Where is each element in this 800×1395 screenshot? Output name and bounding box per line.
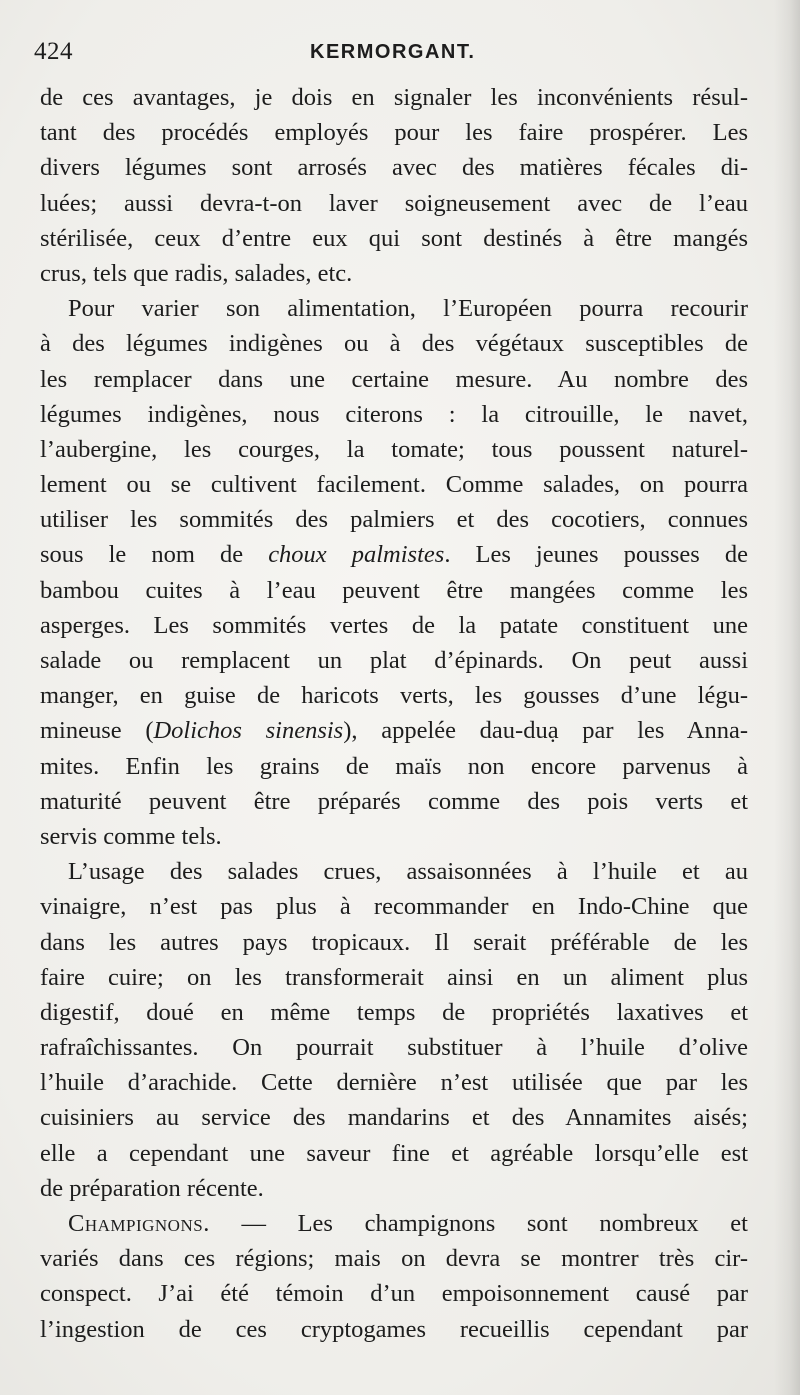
text-line	[40, 326, 748, 361]
text-segment: légumes indigènes, nous citerons : la citrouille, le navet,	[40, 400, 748, 428]
text-line	[40, 1241, 748, 1276]
page-number: 424	[34, 38, 73, 65]
text-segment: ), appelée dau-duạ par les Anna-	[343, 717, 748, 745]
text-line	[40, 854, 748, 889]
text-segment: L’usage des salades crues, assaisonnées à l’huile et au	[68, 858, 748, 886]
text-line	[40, 362, 748, 397]
text-line	[40, 573, 748, 608]
text-segment: luées; aussi devra-t-on laver soigneusement avec de l’eau	[40, 189, 748, 217]
text-segment: de ces avantages, je dois en signaler les inconvénients résul-	[40, 84, 748, 111]
body-text	[40, 80, 748, 1347]
text-line	[40, 1206, 748, 1241]
page-edge-shadow	[774, 0, 800, 1395]
text-segment: elle a cependant une saveur fine et agréable lorsqu’elle est	[40, 1139, 748, 1167]
text-line	[40, 1276, 748, 1311]
text-segment: stérilisée, ceux d’entre eux qui sont destinés à être mangés	[40, 224, 748, 252]
text-line	[40, 713, 748, 748]
text-segment: variés dans ces régions; mais on devra se montrer très cir-	[40, 1245, 748, 1273]
text-line	[40, 1136, 748, 1171]
text-segment: conspect. J’ai été témoin d’un empoisonnement causé par	[40, 1280, 748, 1308]
text-segment: tant des procédés employés pour les faire prospérer. Les	[40, 119, 748, 147]
text-segment: à des légumes indigènes ou à des végétaux susceptibles de	[40, 330, 748, 358]
page-header	[34, 38, 754, 78]
text-segment: vinaigre, n’est pas plus à recommander en Indo-Chine que	[40, 893, 748, 921]
text-segment: rafraîchissantes. On pourrait substituer à l’huile d’olive	[40, 1034, 748, 1062]
text-segment: les remplacer dans une certaine mesure. Au nombre des	[40, 365, 748, 393]
running-head: KERMORGANT.	[310, 41, 476, 63]
text-segment: Pour varier son alimentation, l’Européen pourra recourir	[68, 295, 748, 323]
text-segment: lement ou se cultivent facilement. Comme salades, on pourra	[40, 471, 748, 499]
italic-text: choux palmistes	[268, 541, 445, 569]
text-line	[40, 221, 748, 256]
text-segment: bambou cuites à l’eau peuvent être mangées comme les	[40, 576, 748, 604]
text-line	[40, 1312, 748, 1347]
text-segment: — Les champignons sont nombreux et	[209, 1210, 748, 1237]
text-segment: manger, en guise de haricots verts, les gousses d’une légu-	[40, 682, 748, 710]
text-segment: salade ou remplacent un plat d’épinards. On peut aussi	[40, 647, 748, 674]
text-segment: servis comme tels.	[40, 822, 222, 850]
text-segment: utiliser les sommités des palmiers et des cocotiers, connues	[40, 506, 748, 534]
text-segment: cuisiniers au service des mandarins et des Annamites aisés;	[40, 1104, 748, 1132]
text-segment: l’ingestion de ces cryptogames recueillis cependant par	[40, 1315, 748, 1343]
text-segment: divers légumes sont arrosés avec des matières fécales di-	[40, 154, 748, 182]
text-segment: dans les autres pays tropicaux. Il serait préférable de les	[40, 928, 748, 956]
text-line	[40, 995, 748, 1030]
text-line	[40, 502, 748, 537]
text-line	[40, 467, 748, 502]
text-segment: l’huile d’arachide. Cette dernière n’est utilisée que par les	[40, 1069, 748, 1097]
text-segment: mites. Enfin les grains de maïs non encore parvenus à	[40, 752, 748, 780]
text-line	[40, 643, 748, 678]
text-line	[40, 80, 748, 115]
text-line	[40, 749, 748, 784]
text-line	[40, 889, 748, 924]
text-line	[40, 291, 748, 326]
text-segment: . Les jeunes pousses de	[444, 541, 748, 569]
text-line	[40, 678, 748, 713]
text-segment: faire cuire; on les transformerait ainsi en un aliment plus	[40, 963, 748, 991]
text-line	[40, 608, 748, 643]
text-segment: de préparation récente.	[40, 1174, 264, 1202]
text-line	[40, 819, 748, 854]
text-segment: sous le nom de	[40, 541, 269, 569]
text-line	[40, 925, 748, 960]
text-line	[40, 115, 748, 150]
text-line	[40, 1100, 748, 1135]
italic-text: Dolichos sinensis	[153, 717, 344, 745]
text-line	[40, 186, 748, 221]
text-segment: asperges. Les sommités vertes de la patate constituent une	[40, 611, 748, 639]
text-line	[40, 537, 748, 572]
text-segment: l’aubergine, les courges, la tomate; tous poussent naturel-	[40, 435, 748, 463]
text-segment: crus, tels que radis, salades, etc.	[40, 259, 353, 287]
text-line	[40, 432, 748, 467]
text-line	[40, 397, 748, 432]
text-segment: maturité peuvent être préparés comme des pois verts et	[40, 787, 748, 815]
text-line	[40, 256, 748, 291]
text-line	[40, 1171, 748, 1206]
text-segment: mineuse (	[40, 717, 154, 745]
text-line	[40, 1030, 748, 1065]
section-heading: Champignons.	[68, 1210, 210, 1237]
text-line	[40, 784, 748, 819]
text-line	[40, 150, 748, 185]
text-line	[40, 960, 748, 995]
text-line	[40, 1065, 748, 1100]
text-segment: digestif, doué en même temps de propriétés laxatives et	[40, 998, 748, 1026]
